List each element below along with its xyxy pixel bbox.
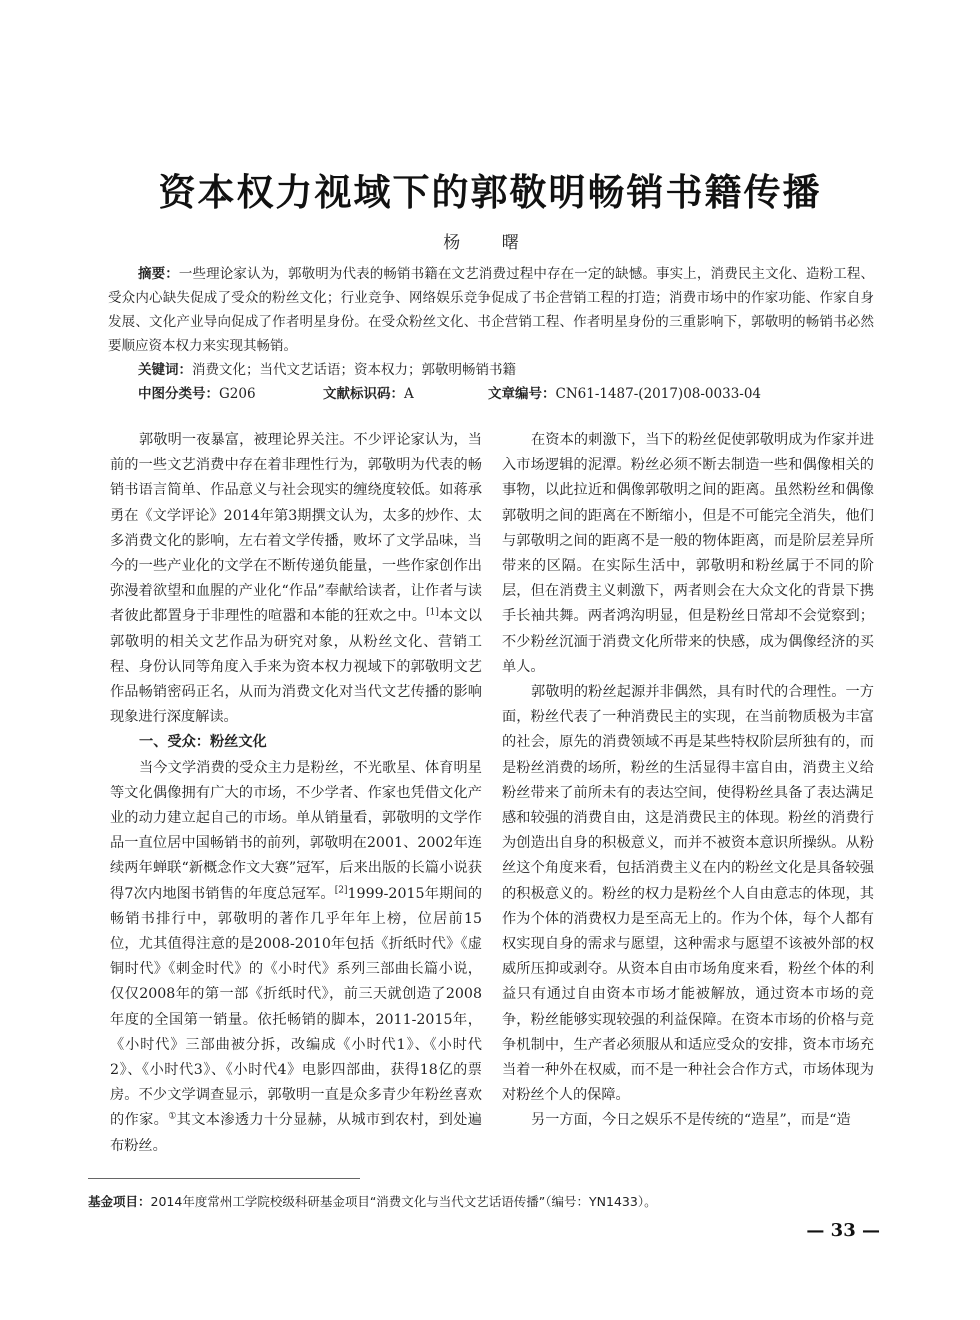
body-paragraph: [110, 756, 482, 1159]
doc-code-label: 文献标识码：: [323, 386, 404, 402]
article-no-label: 文章编号：: [488, 386, 556, 402]
funding-note: [88, 1192, 657, 1210]
body-paragraph: 在资本的刺激下，当下的粉丝促使郭敬明成为作家并进入市场逻辑的泥潭。粉丝必须不断去制造一些和偶像相关的事物，以此拉近和偶像郭敬明之间的距离。虽然粉丝和偶像郭敬明之间的距离在不断缩小，但是不可能完全消失，他们与郭敬明之间的距离不是一般的物体距离，而是阶层差异所带来的区隔。在实际生活中，郭敬明和粉丝属于不同的阶层，但在消费主义刺激下，两者则会在大众文化的背景下携手长袖共舞。两者鸿沟明显，但是粉丝日常却不会觉察到；不少粉丝沉湎于消费文化所带来的快感，成为偶像经济的买单人。: [502, 432, 874, 675]
abstract-paragraph: [108, 262, 874, 358]
abstract-text: 一些理论家认为，郭敬明为代表的畅销书籍在文艺消费过程中存在一定的缺憾。事实上，消费民主文化、造粉工程、受众内心缺失促成了受众的粉丝文化；行业竞争、网络娱乐竞争促成了书企营销工程的打造；消费市场中的作家功能、作家自身发展、文化产业导向促成了作者明星身份。在受众粉丝文化、书企营销工程、作者明星身份的三重影响下，郭敬明的畅销书必然要顺应资本权力来实现其畅销。: [108, 266, 875, 354]
keywords-line: [108, 358, 874, 382]
classification-row: [108, 382, 874, 406]
abstract-label: 摘要：: [138, 266, 179, 282]
footnote-divider: [88, 1178, 360, 1179]
doc-code-cell: [323, 382, 488, 406]
funding-label: 基金项目：: [88, 1194, 151, 1209]
keywords-label: 关键词：: [138, 362, 192, 378]
citation-ref[interactable]: [2]: [334, 884, 348, 895]
keywords-text: 消费文化；当代文艺话语；资本权力；郭敬明畅销书籍: [192, 362, 516, 378]
paragraph-text: 1999-2015年期间的畅销书排行中，郭敬明的著作几乎年年上榜，位居前15位，尤其值得注意的是2008-2010年包括《折纸时代》《虚铜时代》《刺金时代》的《小时代》系列三部曲长篇小说，仅仅2008年的第一部《折纸时代》，前三天就创造了2008年度的全国第一销量。依托畅销的脚本，2011-2015年，《小时代》三部曲被分拆，改编成《小时代1》、《小时代2》、《小时代3》、《小时代4》电影四部曲，获得18亿的票房。不少文学调查显示，郭敬明一直是众多青少年粉丝喜欢的作家。: [110, 885, 483, 1129]
author-name: 杨 曙: [443, 233, 537, 253]
clc-cell: [138, 382, 323, 406]
body-paragraph: 郭敬明的粉丝起源并非偶然，具有时代的合理性。一方面，粉丝代表了一种消费民主的实现，在当前物质极为丰富的社会，原先的消费领域不再是某些特权阶层所独有的，而是粉丝消费的场所，粉丝的生活显得丰富自由，消费主义给粉丝带来了前所未有的表达空间，使得粉丝具备了表达满足感和较强的消费自由，这是消费民主的体现。粉丝的消费行为创造出自身的积极意义，而并不被资本意识所操纵。从粉丝这个角度来看，包括消费主义在内的粉丝文化是具备较强的积极意义的。粉丝的权力是粉丝个人自由意志的体现，其作为个体的消费权力是至高无上的。作为个体，每个人都有权实现自身的需求与愿望，这种需求与愿望不该被外部的权威所压抑或剥夺。从资本自由市场角度来看，粉丝个体的利益只有通过自由资本市场才能被解放，通过资本市场的竞争，粉丝能够实现较强的利益保障。在资本市场的价格与竞争机制中，生产者必须服从和适应受众的安排，资本市场充当着一种外在权威，而不是一种社会合作方式，市场体现为对粉丝个人的保障。: [502, 684, 874, 1104]
abstract-block: [108, 262, 874, 406]
page-number: — 33 —: [806, 1220, 880, 1241]
body-paragraph: [110, 428, 482, 730]
right-column: [502, 428, 874, 1134]
section-heading: 一、受众：粉丝文化: [139, 734, 267, 751]
paragraph-text: 本文以郭敬明的相关文艺作品为研究对象，从粉丝文化、营销工程、身份认同等角度入手来为资本权力视域下的郭敬明文艺作品畅销密码正名，从而为消费文化对当代文艺传播的影响现象进行深度解读。: [110, 608, 482, 726]
doc-code-value: A: [404, 386, 414, 402]
paragraph-text: 当今文学消费的受众主力是粉丝，不光歌星、体育明星等文化偶像拥有广大的市场，不少学者、作家也凭借文化产业的动力建立起自己的市场。单从销量看，郭敬明的文学作品一直位居中国畅销书的前列，郭敬明在2001、2002年连续两年蝉联“新概念作文大赛”冠军，后来出版的长篇小说获得7次内地图书销售的年度总冠军。: [110, 759, 482, 902]
citation-ref[interactable]: [1]: [426, 607, 439, 618]
clc-label: 中图分类号：: [138, 386, 219, 402]
article-no-value: CN61-1487-(2017)08-0033-04: [555, 386, 762, 402]
article-no-cell: [488, 382, 761, 406]
funding-text: 2014年度常州工学院校级科研基金项目“消费文化与当代文艺话语传播”（编号：YN1433）。: [150, 1194, 657, 1209]
article-title: 资本权力视域下的郭敬明畅销书籍传播: [158, 170, 822, 214]
body-paragraph: 另一方面，今日之娱乐不是传统的“造星”，而是“造: [531, 1112, 851, 1129]
clc-value: G206: [219, 386, 256, 402]
left-column: [110, 428, 482, 1159]
footnote-ref[interactable]: ①: [168, 1111, 177, 1122]
paragraph-text: 其文本渗透力十分显赫，从城市到农村，到处遍布粉丝。: [110, 1112, 482, 1154]
paragraph-text: 郭敬明一夜暴富，被理论界关注。不少评论家认为，当前的一些文艺消费中存在着非理性行为，郭敬明为代表的畅销书语言简单、作品意义与社会现实的缠绕度较低。如蒋承勇在《文学评论》2014年第3期撰文认为，太多的炒作、太多消费文化的影响，左右着文学传播，败坏了文学品味，当今的一些产业化的文学在不断传递负能量，一些作家创作出弥漫着欲望和血腥的产业化“作品”奉献给读者，让作者与读者彼此都置身于非理性的喧嚣和本能的狂欢之中。: [110, 432, 482, 625]
